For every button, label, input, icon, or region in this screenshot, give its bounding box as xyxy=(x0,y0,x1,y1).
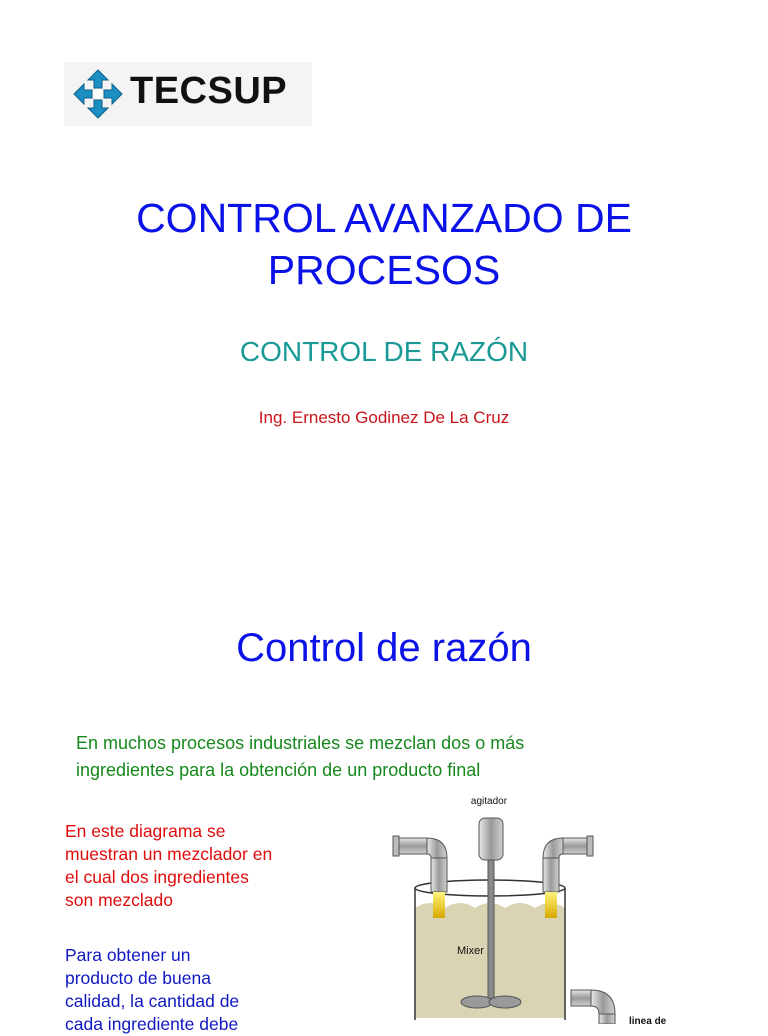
mixer-diagram xyxy=(385,788,705,1024)
agitator-blade xyxy=(489,996,521,1008)
left-pipe-down xyxy=(431,858,447,892)
left-ingredient-flow xyxy=(433,892,445,918)
left-pipe-elbow xyxy=(427,838,447,858)
title-line-2: PROCESOS xyxy=(267,247,501,293)
agitator-label: agitador xyxy=(470,796,508,807)
outlet-pipe xyxy=(571,990,591,1006)
right-pipe-flange xyxy=(587,836,593,856)
intro-paragraph xyxy=(76,730,636,784)
mixer-label: Mixer xyxy=(457,945,484,957)
agitator-blade xyxy=(461,996,493,1008)
diagram-text-line: el cual dos ingredientes xyxy=(65,867,249,887)
outlet-pipe-elbow xyxy=(591,990,615,1014)
quality-text-line: cada ingrediente debe xyxy=(65,1014,239,1034)
slide-subtitle: CONTROL DE RAZÓN xyxy=(239,336,529,367)
right-pipe-down xyxy=(543,858,559,892)
quality-description xyxy=(65,944,305,1036)
right-inlet-pipe xyxy=(563,838,589,854)
quality-text-line: Para obtener un xyxy=(65,945,191,965)
intro-line-2: ingredientes para la obtención de un producto final xyxy=(76,760,481,780)
author-name: Ing. Ernesto Godinez De La Cruz xyxy=(258,408,510,427)
quality-text-line: calidad, la cantidad de xyxy=(65,991,240,1011)
right-ingredient-flow xyxy=(545,892,557,918)
intro-line-1: En muchos procesos industriales se mezclan dos o más xyxy=(76,733,525,753)
diagram-description xyxy=(65,820,305,912)
diagram-text-line: son mezclado xyxy=(65,890,173,910)
outlet-label: linea de xyxy=(629,1016,667,1024)
left-pipe-flange xyxy=(393,836,399,856)
quality-text-line: producto de buena xyxy=(65,968,211,988)
tecsup-logo-icon xyxy=(70,66,126,122)
right-pipe-elbow xyxy=(543,838,563,858)
diagram-text-line: En este diagrama se xyxy=(65,821,226,841)
section-title: Control de razón xyxy=(236,626,532,670)
tecsup-logo xyxy=(64,62,312,126)
left-inlet-pipe xyxy=(397,838,427,854)
outlet-pipe-down xyxy=(599,1014,615,1024)
agitator-motor xyxy=(479,818,503,860)
agitator-shaft xyxy=(488,860,494,1000)
title-line-1: CONTROL AVANZADO DE xyxy=(136,195,632,241)
slide-title xyxy=(0,192,768,296)
diagram-text-line: muestran un mezclador en xyxy=(65,844,273,864)
logo-text: TECSUP xyxy=(130,70,288,112)
